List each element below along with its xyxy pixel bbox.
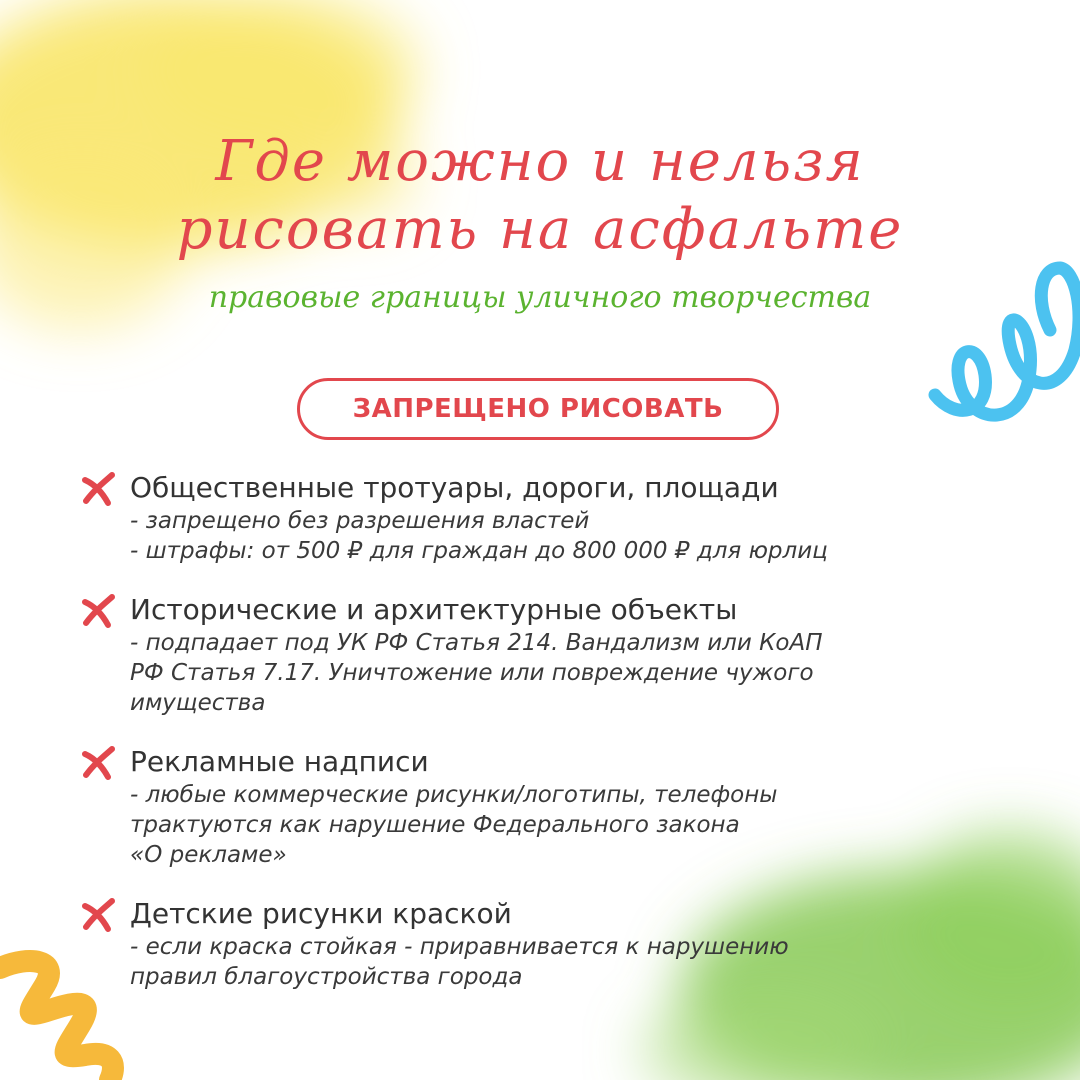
list-item (80, 744, 1040, 870)
item-details: - если краска стойкая - приравнивается к нарушению правил благоустройства города (130, 934, 789, 990)
item-details: - подпадает под УК РФ Статья 214. Вандализм или КоАП РФ Статья 7.17. Уничтожение или повреждение чужого имущества (130, 630, 823, 716)
red-x-icon (80, 592, 118, 630)
item-heading: Детские рисунки краской (130, 897, 512, 930)
page-subtitle: правовые границы уличного творчества (208, 280, 872, 315)
list-item (80, 470, 1040, 566)
page-title-line-2: рисовать на асфальте (176, 197, 904, 262)
forbidden-badge: ЗАПРЕЩЕНО РИСОВАТЬ (297, 378, 779, 440)
red-x-icon (80, 470, 118, 508)
red-x-icon (80, 744, 118, 782)
list-item (80, 592, 1040, 718)
page-title-line-1: Где можно и нельзя (215, 129, 865, 194)
item-details: - запрещено без разрешения властей - штрафы: от 500 ₽ для граждан до 800 000 ₽ для юрлиц (130, 508, 828, 564)
item-heading: Рекламные надписи (130, 745, 429, 778)
list-item (80, 896, 1040, 992)
item-details: - любые коммерческие рисунки/логотипы, телефоны трактуются как нарушение Федерального закона «О рекламе» (130, 782, 778, 868)
red-x-icon (80, 896, 118, 934)
item-heading: Исторические и архитектурные объекты (130, 593, 738, 626)
item-heading: Общественные тротуары, дороги, площади (130, 471, 779, 504)
